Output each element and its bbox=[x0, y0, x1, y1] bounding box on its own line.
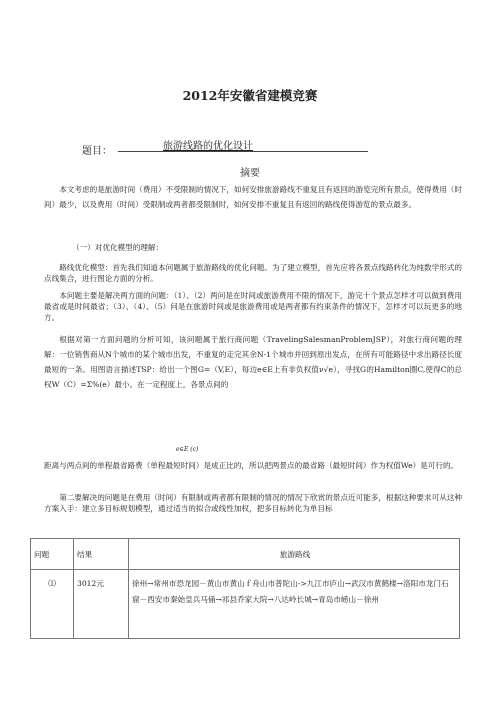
abstract-paragraph-5: 距离与两点间的单程最省路费（单程最短时间）是成正比的，所以把两景点的最省路（最短时间）作为权值We）是可行的。 bbox=[44, 461, 459, 470]
cell-problem: ⑴ bbox=[31, 570, 74, 639]
header-result: 结果 bbox=[74, 539, 129, 570]
topic-label: 题目： bbox=[82, 146, 112, 157]
header-route: 旅游路线 bbox=[129, 539, 460, 570]
cell-route: 徐州→常州市恐龙园－黄山市黄山ｆ舟山市普陀山->九江市庐山→武汉市黄鹤楼→洛阳市龙门石窟－西安市秦始皇兵马俑→祁县乔家大院→八达岭长城→青岛市崂山－徐州 bbox=[129, 570, 460, 639]
topic-text: 旅游线路的优化设计 bbox=[163, 141, 253, 152]
page-title: 2012年安徽省建模竞赛 bbox=[182, 88, 318, 103]
abstract-paragraph-2: 路线优化模型：首先我们知道本问题属于旅游路线的优化问题。为了建立模型，首先应将各景点线路转化为纯数学形式的点线集合，进行图论方面的分析。 bbox=[44, 263, 462, 283]
formula: e∈E (c) bbox=[176, 446, 199, 453]
cell-result: 3012元 bbox=[74, 570, 129, 639]
abstract-paragraph-3: 本问题主要是解决两方面的问题：（1）、（2）两问是在时间或旅游费用不限的情况下，游完十个景点怎样才可以做到费用最省或是时间最省；（3）、（4）、（5）问是在旅游时间或是旅游费用或是两者都有约束条件的情况下，怎样才可以玩更多的地方。 bbox=[44, 291, 462, 322]
table-header-row bbox=[31, 539, 460, 570]
section-heading: （一）对优化模型的理解： bbox=[72, 243, 164, 252]
abstract-paragraph-4: 根据对第一方面问题的分析可知，该问题属于旅行商问题（TravelingSalesmanProblemJSP），对旅行商问题的理解：一位销售商从N个城市的某个城市出发，不重复的走完其余N-1个城市并回到原出发点，在所有可能路径中求出路径长度最短的一条。用图语言描述TSP：给出一个图G=（V,E），每边e∈E上有非负权值ν√e），寻找G的Hamilton圈C,使得C的总权W（C）=Σ%(e）最小。在一定程度上，各景点间的 bbox=[44, 335, 462, 389]
abstract-paragraph-6: 第二要解决的问题是在费用（时间）有限制或两者都有限制的情况的情况下欣赏的景点近可能多，根据这种要求可从这种方案入手：建立多目标规划模型，通过适当的拟合或线性加权，把多目标转化为单目标 bbox=[44, 493, 462, 513]
table-row bbox=[31, 570, 460, 639]
abstract-paragraph-1: 本文考虑的是旅游时间（费用）不受限制的情况下，如何安排旅游路线不重复且有返回的游览完所有景点，使得费用（时间）最少，以及费用（时间）受限制或两者都受限制时，如何安排不重复且有返回的路线使得游览的景点最多。 bbox=[44, 185, 462, 209]
route-table bbox=[30, 538, 460, 639]
abstract-heading: 摘要 bbox=[240, 168, 260, 179]
header-problem: 问题 bbox=[31, 539, 74, 570]
